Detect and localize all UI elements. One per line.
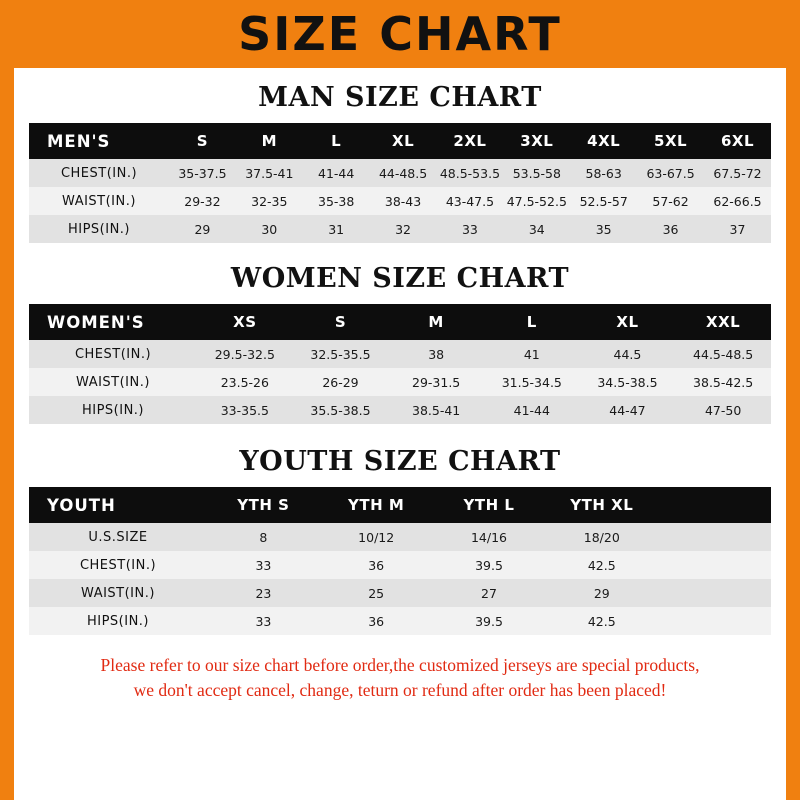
page-banner (0, 0, 800, 68)
row-label: CHEST(IN.) (29, 340, 197, 368)
table-cell: 29-31.5 (388, 368, 484, 396)
table-cell: 33 (207, 551, 320, 579)
row-label: CHEST(IN.) (29, 159, 169, 187)
row-label: WAIST(IN.) (29, 579, 207, 607)
footer-note-line-1: Please refer to our size chart before order,the customized jerseys are special products, (100, 655, 700, 675)
table-cell: 33-35.5 (197, 396, 293, 424)
row-label: WAIST(IN.) (29, 368, 197, 396)
table-men-header-cell: 4XL (570, 123, 637, 159)
table-cell: 58-63 (570, 159, 637, 187)
row-label: HIPS(IN.) (29, 607, 207, 635)
table-youth-header-cell: YTH M (320, 487, 433, 523)
table-men-header-cell: 5XL (637, 123, 704, 159)
table-women-header-cell: WOMEN'S (29, 304, 197, 340)
table-cell: 47-50 (675, 396, 771, 424)
table-cell: 25 (320, 579, 433, 607)
footer-note-line-2: we don't accept cancel, change, teturn or refund after order has been placed! (133, 680, 667, 701)
table-cell: 37.5-41 (236, 159, 303, 187)
table-cell: 38 (388, 340, 484, 368)
table-men-header-cell: L (303, 123, 370, 159)
table-women-header-cell: XXL (675, 304, 771, 340)
table-row (29, 368, 771, 396)
table-women-header-cell: XL (580, 304, 676, 340)
table-cell: 33 (207, 607, 320, 635)
section-youth (22, 446, 778, 635)
row-label: WAIST(IN.) (29, 187, 169, 215)
section-man (22, 82, 778, 243)
table-cell: 36 (320, 551, 433, 579)
table-cell: 32-35 (236, 187, 303, 215)
table-men-header-cell: XL (370, 123, 437, 159)
table-cell: 35-38 (303, 187, 370, 215)
table-cell: 38.5-42.5 (675, 368, 771, 396)
table-row (29, 187, 771, 215)
table-men-head (29, 123, 771, 159)
table-cell: 30 (236, 215, 303, 243)
table-cell: 18/20 (545, 523, 658, 551)
table-cell: 31.5-34.5 (484, 368, 580, 396)
row-label: HIPS(IN.) (29, 215, 169, 243)
table-cell: 41-44 (484, 396, 580, 424)
table-cell: 57-62 (637, 187, 704, 215)
footer-note (32, 653, 768, 704)
table-cell: 10/12 (320, 523, 433, 551)
table-cell: 29 (169, 215, 236, 243)
section-title-youth: YOUTH SIZE CHART (239, 446, 561, 477)
table-cell: 53.5-58 (503, 159, 570, 187)
table-cell: 29 (545, 579, 658, 607)
table-cell: 27 (433, 579, 546, 607)
table-cell: 67.5-72 (704, 159, 771, 187)
table-men-header-cell: 2XL (437, 123, 504, 159)
table-cell: 41 (484, 340, 580, 368)
row-label: U.S.SIZE (29, 523, 207, 551)
table-youth-header-spacer (658, 487, 771, 523)
table-men-body (29, 159, 771, 243)
table-row (29, 396, 771, 424)
table-cell: 29.5-32.5 (197, 340, 293, 368)
table-cell: 52.5-57 (570, 187, 637, 215)
table-row (29, 123, 771, 159)
table-row (29, 607, 771, 635)
table-women-header-cell: L (484, 304, 580, 340)
table-cell: 37 (704, 215, 771, 243)
table-women-body (29, 340, 771, 424)
table-cell: 44-47 (580, 396, 676, 424)
table-cell: 33 (437, 215, 504, 243)
table-cell-spacer (658, 551, 771, 579)
table-cell: 44-48.5 (370, 159, 437, 187)
table-youth-body (29, 523, 771, 635)
table-cell: 31 (303, 215, 370, 243)
table-cell: 8 (207, 523, 320, 551)
table-women-header-cell: S (293, 304, 389, 340)
section-women (22, 263, 778, 424)
table-cell: 38.5-41 (388, 396, 484, 424)
section-title-man: MAN SIZE CHART (258, 82, 542, 113)
table-cell: 44.5-48.5 (675, 340, 771, 368)
table-youth-header-cell: YTH S (207, 487, 320, 523)
table-cell: 35-37.5 (169, 159, 236, 187)
table-women-head (29, 304, 771, 340)
table-men (29, 123, 771, 243)
table-cell: 42.5 (545, 551, 658, 579)
table-cell: 47.5-52.5 (503, 187, 570, 215)
table-cell-spacer (658, 579, 771, 607)
table-cell: 41-44 (303, 159, 370, 187)
table-cell: 63-67.5 (637, 159, 704, 187)
table-row (29, 579, 771, 607)
table-cell: 34.5-38.5 (580, 368, 676, 396)
table-row (29, 215, 771, 243)
table-youth-header-cell: YOUTH (29, 487, 207, 523)
table-women-header-cell: M (388, 304, 484, 340)
table-youth-header-cell: YTH L (433, 487, 546, 523)
row-label: HIPS(IN.) (29, 396, 197, 424)
table-row (29, 159, 771, 187)
table-cell: 43-47.5 (437, 187, 504, 215)
table-row (29, 340, 771, 368)
table-cell: 32 (370, 215, 437, 243)
table-cell: 35 (570, 215, 637, 243)
table-youth-header-cell: YTH XL (545, 487, 658, 523)
table-cell: 23 (207, 579, 320, 607)
table-cell: 62-66.5 (704, 187, 771, 215)
table-cell-spacer (658, 607, 771, 635)
table-cell: 29-32 (169, 187, 236, 215)
row-label: CHEST(IN.) (29, 551, 207, 579)
table-cell: 14/16 (433, 523, 546, 551)
table-cell: 44.5 (580, 340, 676, 368)
table-men-header-cell: S (169, 123, 236, 159)
table-row (29, 487, 771, 523)
chart-content (14, 82, 786, 704)
table-women-header-cell: XS (197, 304, 293, 340)
table-cell: 23.5-26 (197, 368, 293, 396)
table-cell: 48.5-53.5 (437, 159, 504, 187)
section-title-women: WOMEN SIZE CHART (230, 263, 570, 294)
table-cell: 38-43 (370, 187, 437, 215)
table-cell: 39.5 (433, 551, 546, 579)
table-cell-spacer (658, 523, 771, 551)
table-cell: 42.5 (545, 607, 658, 635)
table-men-header-cell: 6XL (704, 123, 771, 159)
table-cell: 36 (637, 215, 704, 243)
table-cell: 26-29 (293, 368, 389, 396)
table-row (29, 304, 771, 340)
table-cell: 39.5 (433, 607, 546, 635)
table-men-header-cell: MEN'S (29, 123, 169, 159)
table-men-header-cell: M (236, 123, 303, 159)
table-youth (29, 487, 771, 635)
table-youth-head (29, 487, 771, 523)
table-men-header-cell: 3XL (503, 123, 570, 159)
table-cell: 36 (320, 607, 433, 635)
table-cell: 32.5-35.5 (293, 340, 389, 368)
table-row (29, 551, 771, 579)
table-row (29, 523, 771, 551)
page-title: SIZE CHART (238, 7, 562, 61)
table-women (29, 304, 771, 424)
table-cell: 35.5-38.5 (293, 396, 389, 424)
table-cell: 34 (503, 215, 570, 243)
